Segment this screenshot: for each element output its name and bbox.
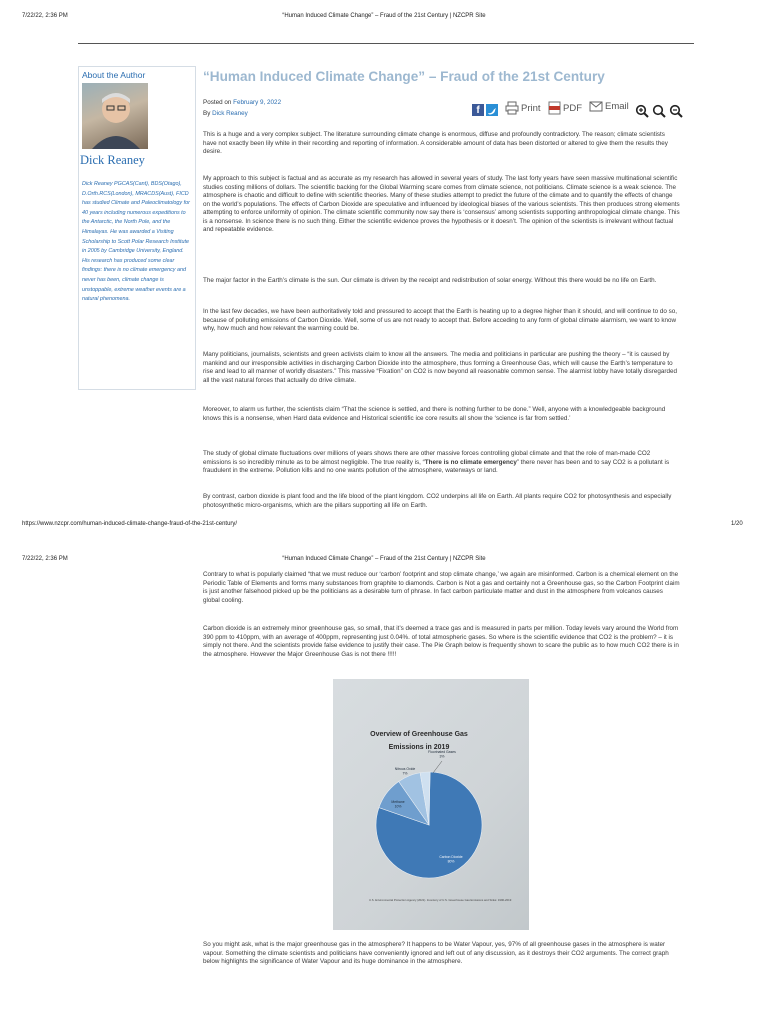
facebook-share-icon[interactable]: f [472,104,484,116]
article-paragraph: Contrary to what is popularly claimed “that we must reduce our ‘carbon’ footprint and stop climate change,’ we again are misinformed. Carbon is a chemical element on the Periodic Table of Elements and forms many substances from graphite to diamonds. Carbon is Not a gas and certainly not a Greenhouse gas, so the Carbon Footprint claim is just another falsehood picked up be the politicians as a desirable turn of phrase. In fact carbon particulate matter and dust in the atmosphere from volcanos causes global cooling. [203,571,680,604]
no-climate-emergency-emphasis: There is no climate emergency [424,458,517,466]
printer-icon [505,101,519,115]
article-paragraph: Moreover, to alarm us further, the scientists claim “That the science is settled, and there is nothing further to be done.” Well, anyone with a knowledgeable background knows this is a nonsense, when Hard data evidence and Historical scientific ice core results all show the ‘science is far from settled.’ [203,406,666,422]
email-label: Email [605,101,629,112]
greenhouse-gas-pie-chart [333,679,529,930]
article-paragraph: Carbon dioxide is an extremely minor greenhouse gas, so small, that it’s deemed a trace gas and is measured in parts per million. Today levels vary around the World from 390 ppm to 410ppm, with an average of 400ppm, representing just 0.04%. of total atmospheric gases. So where is the scientific evidence that CO2 is the problem? – it is simply not there. And the scientists provide false evidence to justify their case. The Pie Graph below is frequently shown to scare the public as to how much CO2 there is in the atmosphere. However the Major Greenhouse Gas is not there !!!!! [203,625,679,658]
search-icon[interactable] [652,104,666,123]
print-label: Print [521,102,541,114]
post-date-link[interactable]: February 9, 2022 [233,99,282,106]
about-author-heading: About the Author [82,70,146,80]
chart-source: U.S. Environmental Protection Agency (2021). Inventory of U.S. Greenhouse Gas Emissions and Sinks: 1990-2019 [369,898,512,902]
author-name[interactable]: Dick Reaney [80,153,145,167]
byline [203,110,248,117]
by-label: By [203,110,211,117]
article-paragraph: Many politicians, journalists, scientists and green activists claim to know all the answers. The media and politicians in particular are pushing the theory – “it is caused by mankind and our irresponsible activities in discharging Carbon Dioxide into the atmosphere, thus forming a Greenhouse Gas, which will cause the Earth’s temperature to rise and lead to all manner of worldly disasters.” This massive “Fixation” on CO2 is now beyond all reasonable common sense. The alarmist lobby have totally disregarded all the vast natural forces that actually do drive climate. [203,351,678,384]
pdf-icon [548,101,561,115]
paragraph-text: The study of global climate fluctuations over millions of years shows there are other massive forces controlling global climate and that the role of man-made CO2 emissions is so incredibly minute as to be almost negligible. The true reality is, “ [203,450,651,466]
author-sidebar [78,66,196,390]
print-button[interactable] [505,101,541,115]
pdf-label: PDF [563,102,582,114]
chart-title-line: Overview of Greenhouse Gas [370,731,468,738]
chart-title-line: Emissions in 2019 [388,744,450,751]
article-paragraph: In the last few decades, we have been authoritatively told and pressured to accept that the Earth is heating up to a degree higher than it should, and will continue to do so, because of polluting emissions of Carbon Dioxide. Well, some of us are not ready to accept that. Before acceding to any form of global climate alarmism, we want to know why, how much and how relevant the warming could be. [203,308,677,332]
zoom-in-icon[interactable] [635,104,649,123]
print-datetime: 7/22/22, 2:36 PM [22,556,68,562]
envelope-icon [589,101,603,112]
print-page-number: 1/20 [731,521,743,527]
header-rule [78,43,694,44]
zoom-out-icon[interactable] [669,104,683,123]
email-button[interactable] [589,101,629,112]
pie-label: Methane [391,800,405,804]
author-photo [82,83,148,149]
print-doc-title: “Human Induced Climate Change” – Fraud of the 21st Century | NZCPR Site [282,13,486,19]
pie-value-label: 3% [439,754,445,759]
author-link[interactable]: Dick Reaney [212,110,248,117]
print-datetime: 7/22/22, 2:36 PM [22,13,68,19]
posted-on-line [203,99,281,106]
article-paragraph: The major factor in the Earth’s climate is the sun. Our climate is driven by the receipt and redistribution of solar energy. Without this there would be no life on Earth. [203,277,657,284]
paragraph-text: ” there never has been and to say CO2 is a pollutant is fraudulent in the extreme. Pollution kills and no one wants pollution of the atmosphere, waterways or land. [203,458,670,474]
article-paragraph: So you might ask, what is the major greenhouse gas in the atmosphere? It happens to be Water Vapour, yes, 97% of all greenhouse gases in the atmosphere is water vapour. Something the climate scientists and politicians have conveniently ignored and left out of any discussion, as it destroys their CO2 arguments. The correct graph below highlights the significance of Water Vapour and its huge dominance in the atmosphere. [203,941,669,965]
twitter-share-icon[interactable] [486,104,498,116]
print-doc-title: “Human Induced Climate Change” – Fraud of the 21st Century | NZCPR Site [282,556,486,562]
pie-label: Fluorinated Gases [428,750,456,754]
article-title: “Human Induced Climate Change” – Fraud of the 21st Century [203,69,605,84]
article-paragraph: By contrast, carbon dioxide is plant food and the life blood of the plant kingdom. CO2 underpins all life on Earth. All plants require CO2 for photosynthesis and especially photosynthetic micro-organisms, which are the pillars supporting all life on Earth. [203,493,672,509]
posted-on-label: Posted on [203,99,232,106]
pdf-button[interactable] [548,101,582,115]
pie-label: Carbon Dioxide [439,855,463,859]
pie-value-label: 7% [402,771,408,776]
pie-chart-svg [333,679,529,930]
pie-label: Nitrous Oxide [394,767,416,771]
pie-value-label: 10% [394,804,402,809]
print-url: https://www.nzcpr.com/human-induced-climate-change-fraud-of-the-21st-century/ [22,521,238,527]
author-portrait-icon [82,83,148,149]
author-bio: Dick Reaney PGCAS(Cant), BDS(Otago), D.Orth.RCS(London), MRACDS(Aust), FICD has studied Climate and Paleoclimatology for 40 years including numerous expeditions to the Antarctic, the North Pole, and the Himalayas. He was awarded a Visiting Scholarship to Scott Polar Research Institute in 2005 by Cambridge University, England. His research has produced some clear findings: there is no climate emergency and never has been, climate change is unstoppable, extreme weather events are a natural phenomena. [82,181,190,303]
pie-value-label: 80% [447,859,455,864]
article-paragraph: My approach to this subject is factual and as accurate as my research has allowed in several years of study. The last forty years have seen massive multinational scientific studies costing millions of dollars. The scientific backing for the Global Warming scare comes from climate science, not politicians. Climate science is a weak science. The atmosphere is chaotic and difficult to define with scientific theories. Many of these studies attempt to predict the future of the climate and to quantify the effects of change on the world’s populations. The effects of Carbon Dioxide are speculative and influenced by ideological biases of the various scientists. This then produces strong elements attempting to enforce uniformity of opinion. The climate scientific community now say there is ‘consensus’ among scientists supporting anthropological climate change. This is a nonsense. In science there is no such thing. Either the scientific evidence proves the hypothesis or it doesn’t. The opinion of the scientists is irrelevant without factual and repeatable evidence. [203,175,680,233]
article-paragraph [203,450,680,476]
article-paragraph: This is a huge and a very complex subject. The literature surrounding climate change is enormous, diffuse and profoundly contradictory. The reason; climate scientists have not exactly been lily white in their recording and reporting of information. A considerable amount of data has been distorted or altered to give them the results they desire. [203,131,668,155]
pie-leader-line [433,761,442,773]
